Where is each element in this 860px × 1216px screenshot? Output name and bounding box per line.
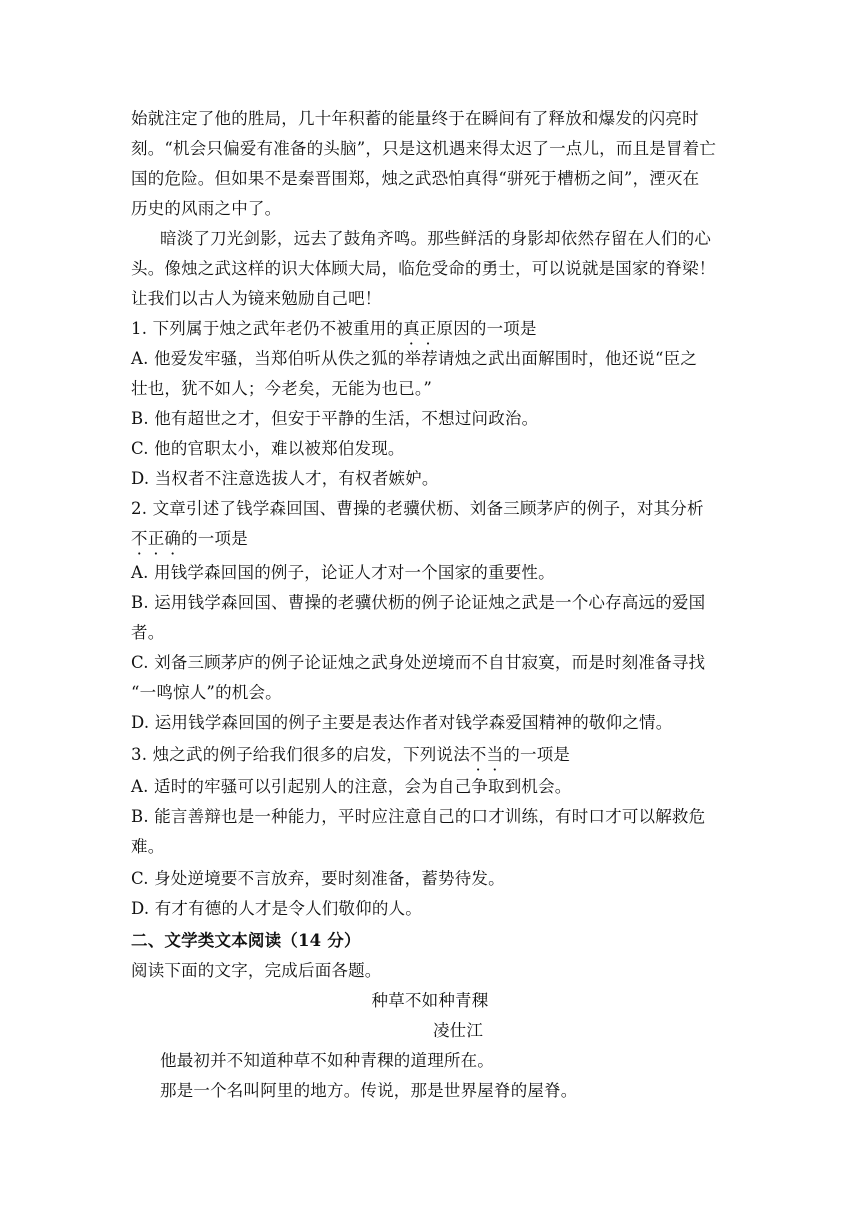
question-3-option-a: A. 适时的牢骚可以引起别人的注意，会为自己争取到机会。 (131, 777, 572, 796)
article-paragraph: 他最初并不知道种草不如种青稞的道理所在。 (160, 1051, 494, 1070)
article-paragraph: 那是一个名叫阿里的地方。传说，那是世界屋脊的屋脊。 (160, 1081, 578, 1100)
question-3-stem: 3. 烛之武的例子给我们很多的启发，下列说法不当的一项是 (131, 745, 571, 764)
passage-line: 刻。“机会只偏爱有准备的头脑”，只是这机遇来得太迟了一点儿，而且是冒着亡 (131, 139, 717, 158)
question-1-stem: 1. 下列属于烛之武年老仍不被重用的真正原因的一项是 (131, 319, 537, 338)
question-1-option-c: C. 他的官职太小，难以被郑伯发现。 (131, 439, 405, 458)
question-3-option-d: D. 有才有德的人才是令人们敬仰的人。 (131, 899, 422, 918)
emphasis-dot-char: 不 (131, 529, 148, 548)
question-2-stem-cont: 不正确的一项是 (131, 529, 248, 548)
emphasis-dot-char: 正 (147, 529, 165, 548)
emphasis-dot-char: 当 (486, 745, 504, 764)
passage-line: 暗淡了刀光剑影，远去了鼓角齐鸣。那些鲜活的身影却依然存留在人们的心 (160, 229, 712, 248)
emphasis-dot-char: 真 (403, 319, 420, 338)
passage-line: 始就注定了他的胜局，几十年积蓄的能量终于在瞬间有了释放和爆发的闪亮时 (131, 109, 699, 128)
question-3-option-b: B. 能言善辩也是一种能力，平时应注意自己的口才训练，有时口才可以解救危 (131, 807, 706, 826)
passage-line: 头。像烛之武这样的识大体顾大局，临危受命的勇士，可以说就是国家的脊梁！ (131, 259, 716, 278)
passage-line: 让我们以古人为镜来勉励自己吧！ (131, 289, 382, 308)
passage-line: 国的危险。但如果不是秦晋围郑，烛之武恐怕真得“骈死于槽枥之间”，湮灭在 (131, 169, 700, 188)
emphasis-dot-char: 不 (469, 745, 487, 764)
question-2-option-b: B. 运用钱学森回国、曹操的老骥伏枥的例子论证烛之武是一个心存高远的爱国 (131, 593, 706, 612)
question-1-option-b: B. 他有超世之才，但安于平静的生活，不想过问政治。 (131, 409, 539, 428)
section-instruction: 阅读下面的文字，完成后面各题。 (131, 961, 382, 980)
question-2-option-c: C. 刘备三顾茅庐的例子论证烛之武身处逆境而不自甘寂寞，而是时刻准备寻找 (131, 653, 706, 672)
question-2-option-a: A. 用钱学森回国的例子，论证人才对一个国家的重要性。 (131, 563, 555, 582)
question-3-option-c: C. 身处逆境要不言放弃，要时刻准备，蓄势待发。 (131, 869, 505, 888)
question-2-option-c-cont: “一鸣惊人”的机会。 (131, 683, 282, 702)
question-2-option-d: D. 运用钱学森回国的例子主要是表达作者对钱学森爱国精神的敬仰之情。 (131, 713, 673, 732)
article-author: 凌仕江 (432, 1021, 484, 1040)
question-2-option-b-cont: 者。 (131, 623, 165, 642)
section-heading: 二、文学类文本阅读（14 分） (131, 931, 361, 950)
question-2-stem: 2. 文章引述了钱学森回国、曹操的老骥伏枥、刘备三顾茅庐的例子，对其分析 (131, 499, 704, 518)
article-title: 种草不如种青稞 (371, 991, 489, 1010)
question-1-option-a-cont: 壮也，犹不如人；今老矣，无能为也已。” (131, 379, 432, 398)
passage-line: 历史的风雨之中了。 (131, 199, 282, 218)
emphasis-dot-char: 正 (419, 319, 437, 338)
emphasis-dot-char: 确 (164, 529, 182, 548)
question-1-option-d: D. 当权者不注意选拔人才，有权者嫉妒。 (131, 469, 439, 488)
question-1-option-a: A. 他爱发牢骚，当郑伯听从佚之狐的举荐请烛之武出面解围时，他还说“臣之 (131, 349, 698, 368)
question-3-option-b-cont: 难。 (131, 837, 165, 856)
